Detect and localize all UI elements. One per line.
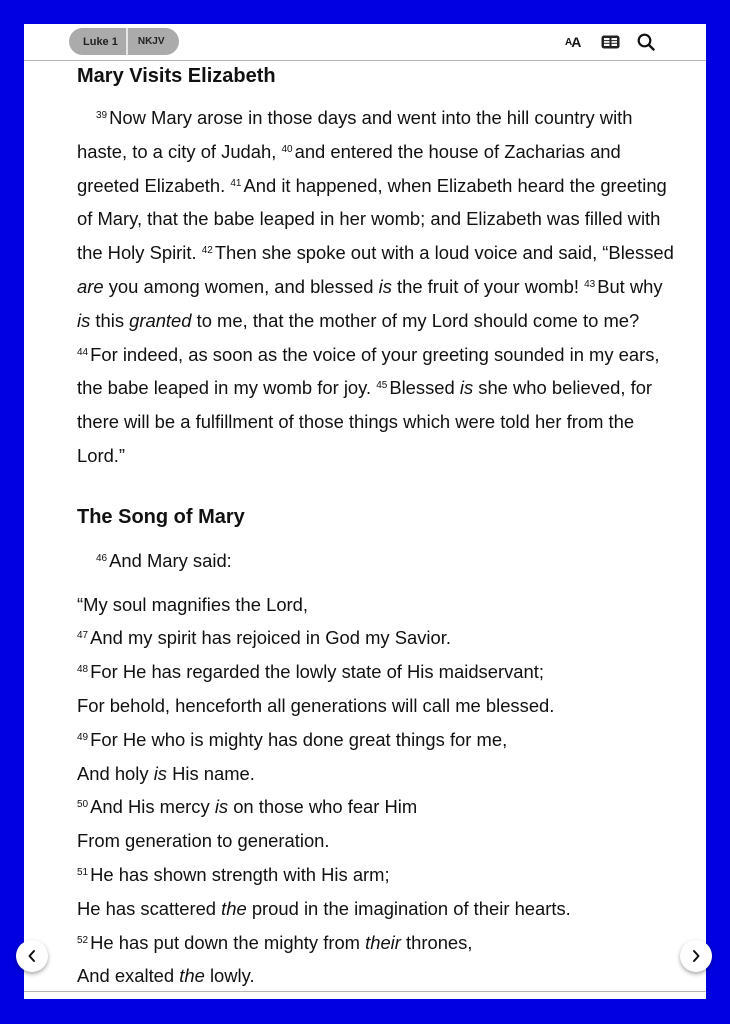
verse-text: on those who fear Him <box>228 796 418 818</box>
verse-text: He has scattered <box>77 897 222 919</box>
reader-mode-icon[interactable] <box>601 33 620 51</box>
font-icon-small-a: A <box>565 36 572 48</box>
bottom-divider <box>24 991 706 992</box>
verse-number: 46 <box>96 552 108 564</box>
verse-number: 45 <box>376 380 388 392</box>
section-heading: The Song of Mary <box>77 505 245 528</box>
scripture-content <box>77 60 677 993</box>
italic-supplied-word: the <box>221 897 247 919</box>
verse-text: and entered the house of Zacharias and greeted Elizabeth. <box>77 140 621 196</box>
verse-text: Now Mary arose in those days and went into the hill country with haste, to a city of Judah, <box>77 107 633 162</box>
verse-text: you among women, and blessed <box>103 275 379 297</box>
book-chapter-button[interactable]: Luke 1 <box>69 28 128 55</box>
font-size-icon[interactable] <box>565 33 580 51</box>
poetry-line <box>77 824 677 858</box>
italic-supplied-word: granted <box>129 309 192 331</box>
poetry-line <box>77 858 677 892</box>
verse-text: Blessed <box>389 377 460 399</box>
verse-number: 43 <box>584 278 596 290</box>
verse-text: From generation to generation. <box>77 830 330 852</box>
poetry-line <box>77 926 677 960</box>
verse-text: And exalted <box>77 965 180 987</box>
italic-supplied-word: is <box>77 309 91 331</box>
verse-text: this <box>90 309 130 331</box>
reader-page <box>24 24 706 999</box>
verse-number: 40 <box>281 143 293 155</box>
verse-text: the fruit of your womb! <box>391 275 585 297</box>
passage-selector <box>69 28 179 55</box>
italic-supplied-word: is <box>378 275 392 297</box>
italic-supplied-word: the <box>179 965 205 987</box>
verse-number: 51 <box>77 866 89 878</box>
verse-text: to me, that the mother of my Lord should come to me? <box>191 309 640 331</box>
verse-text: And His mercy <box>90 796 215 818</box>
verse-number: 49 <box>77 731 89 743</box>
verse-text: And my spirit has rejoiced in God my Savior. <box>90 627 451 649</box>
next-chapter-button[interactable] <box>680 940 712 972</box>
poetry-line <box>77 723 677 757</box>
verse-text: But why <box>597 275 663 297</box>
verse-text: For He has regarded the lowly state of His maidservant; <box>90 661 544 683</box>
poetry-line <box>77 621 677 655</box>
verse-number: 39 <box>96 110 108 121</box>
poetry-block <box>77 588 677 994</box>
search-icon[interactable] <box>637 33 655 51</box>
chevron-left-icon <box>27 949 37 963</box>
verse-text: His name. <box>166 762 255 784</box>
verse-text: “My soul magnifies the Lord, <box>77 593 309 615</box>
italic-supplied-word: their <box>365 931 401 953</box>
verse-number: 42 <box>201 245 213 257</box>
verse-text: And Mary said: <box>109 549 232 571</box>
verse-text: Then she spoke out with a loud voice and said, “Blessed <box>214 242 674 264</box>
verse-text: thrones, <box>400 931 473 953</box>
italic-supplied-word: are <box>77 275 104 297</box>
scripture-paragraph <box>77 101 677 473</box>
verse-text: she who believed, for there will be a fulfillment of those things which were told her from the Lord.” <box>77 377 653 466</box>
top-toolbar <box>24 24 706 61</box>
poetry-line <box>77 959 677 993</box>
poetry-line <box>77 892 677 926</box>
chevron-right-icon <box>691 949 701 963</box>
poetry-line <box>77 588 677 622</box>
italic-supplied-word: is <box>214 796 229 818</box>
italic-supplied-word: is <box>459 377 474 399</box>
section-heading: Mary Visits Elizabeth <box>77 65 276 87</box>
poetry-line <box>77 655 677 689</box>
verse-number: 50 <box>77 799 89 811</box>
verse-text: For He who is mighty has done great things for me, <box>90 728 508 750</box>
poetry-line <box>77 757 677 791</box>
verse-number: 48 <box>77 664 89 676</box>
version-button[interactable]: NKJV <box>137 36 165 47</box>
font-icon-big-a: A <box>571 34 581 50</box>
verse-intro <box>77 544 677 578</box>
verse-text: For behold, henceforth all generations will call me blessed. <box>77 694 555 716</box>
italic-supplied-word: is <box>153 762 167 784</box>
verse-text: He has put down the mighty from <box>90 931 366 953</box>
verse-text: lowly. <box>204 965 255 987</box>
verse-number: 44 <box>77 346 89 358</box>
verse-number: 52 <box>77 934 89 946</box>
poetry-line <box>77 790 677 824</box>
verse-number: 41 <box>230 177 242 189</box>
previous-chapter-button[interactable] <box>16 940 48 972</box>
verse-text: He has shown strength with His arm; <box>90 863 390 885</box>
verse-text: For indeed, as soon as the voice of your greeting sounded in my ears, the babe leaped in my womb for joy. <box>77 343 660 399</box>
verse-number: 47 <box>77 630 89 642</box>
verse-text: And it happened, when Elizabeth heard the greeting of Mary, that the babe leaped in her womb; and Elizabeth was filled with the Holy Spirit. <box>77 174 667 264</box>
poetry-line <box>77 689 677 723</box>
verse-text: proud in the imagination of their hearts. <box>246 897 571 919</box>
verse-text: And holy <box>77 762 154 784</box>
